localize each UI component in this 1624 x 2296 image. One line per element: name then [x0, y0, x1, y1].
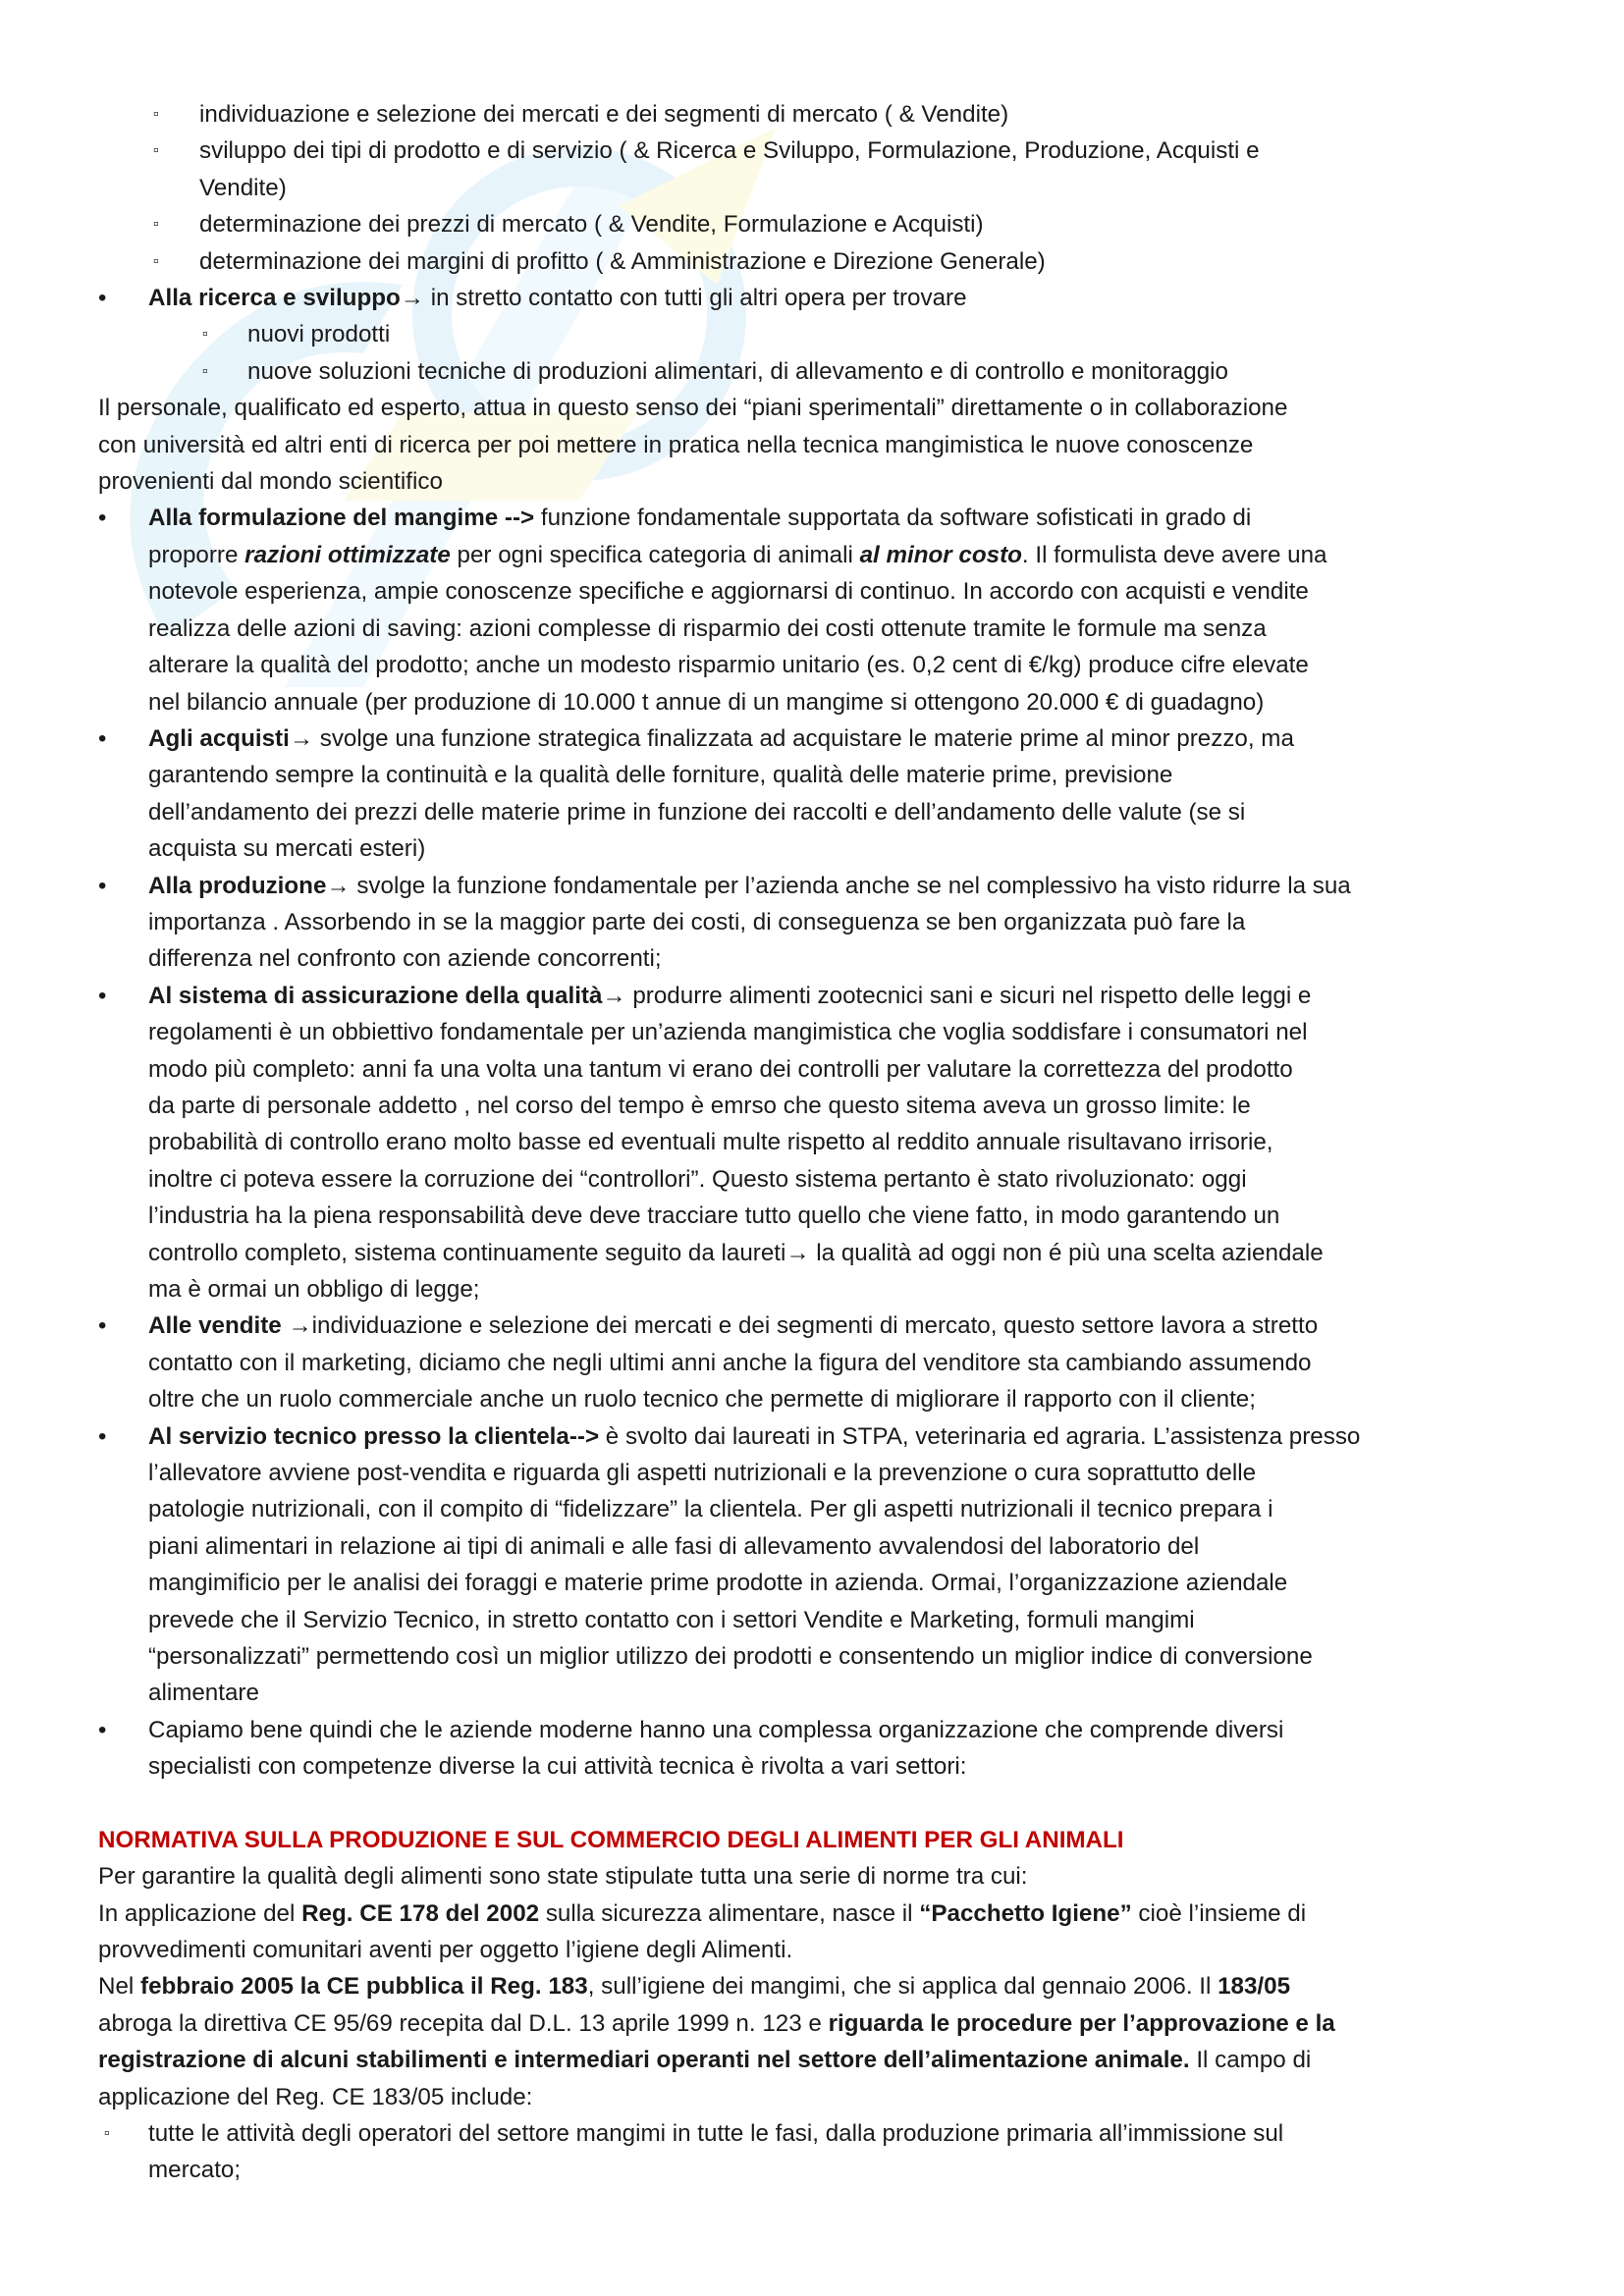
- paragraph-line: realizza delle azioni di saving: azioni complesse di risparmio dei costi ottenute tramite le formule ma senza: [148, 614, 1267, 642]
- arrow-icon: →: [326, 872, 351, 899]
- square-bullet-icon: ▫: [202, 326, 208, 344]
- arrow-icon: →: [289, 724, 313, 752]
- paragraph-line: acquista su mercati esteri): [148, 835, 426, 863]
- bullet-qualita: • Al sistema di assicurazione della qualità→ produrre alimenti zootecnici sani e sicuri nel rispetto delle leggi e: [98, 978, 1542, 1014]
- list-item: ▫ sviluppo dei tipi di prodotto e di servizio ( & Ricerca e Sviluppo, Formulazione, Produzione, Acquisti e: [98, 133, 1542, 169]
- arrow-icon: →: [400, 285, 424, 312]
- paragraph-line: In applicazione del Reg. CE 178 del 2002 sulla sicurezza alimentare, nasce il “Pacchetto Igiene” cioè l’insieme di: [98, 1899, 1307, 1927]
- paragraph-line: differenza nel confronto con aziende concorrenti;: [148, 945, 662, 973]
- square-bullet-icon: ▫: [153, 216, 159, 234]
- arrow-icon: →: [288, 1312, 312, 1340]
- bullet-vendite: • Alle vendite →individuazione e selezione dei mercati e dei segmenti di mercato, questo settore lavora a stretto: [98, 1308, 1542, 1344]
- bullet-icon: •: [98, 285, 107, 312]
- spacer: [98, 1786, 1542, 1822]
- list-item: ▫ determinazione dei margini di profitto ( & Amministrazione e Direzione Generale): [98, 243, 1542, 280]
- paragraph-line: proporre razioni ottimizzate per ogni specifica categoria di animali al minor costo. Il formulista deve avere una: [148, 541, 1327, 568]
- bullet-capiamo: • Capiamo bene quindi che le aziende moderne hanno una complessa organizzazione che comprende diversi: [98, 1712, 1542, 1748]
- list-item: ▫ nuovi prodotti: [98, 316, 1542, 352]
- document-body: [98, 96, 1542, 2189]
- paragraph-line: importanza . Assorbendo in se la maggior parte dei costi, di conseguenza se ben organizzata può fare la: [148, 908, 1246, 935]
- paragraph-line: modo più completo: anni fa una volta una tantum vi erano dei controlli per valutare la correttezza del prodotto: [148, 1055, 1293, 1083]
- paragraph-line: regolamenti è un obbiettivo fondamentale per un’azienda mangimistica che voglia soddisfare i consumatori nel: [148, 1019, 1308, 1046]
- bullet-icon: •: [98, 982, 107, 1009]
- paragraph-line: Nel febbraio 2005 la CE pubblica il Reg. 183, sull’igiene dei mangimi, che si applica dal gennaio 2006. Il 183/05: [98, 1973, 1291, 2001]
- paragraph-line: patologie nutrizionali, con il compito di “fidelizzare” la clientela. Per gli aspetti nutrizionali il tecnico prepara i: [148, 1496, 1273, 1523]
- square-bullet-icon: ▫: [153, 252, 159, 270]
- square-bullet-icon: ▫: [202, 362, 208, 380]
- arrow-icon: →: [602, 982, 626, 1009]
- paragraph-line: alimentare: [148, 1680, 259, 1707]
- paragraph-line: l’allevatore avviene post-vendita e riguarda gli aspetti nutrizionali e la prevenzione o cura soprattutto delle: [148, 1460, 1257, 1487]
- bullet-produzione: • Alla produzione→ svolge la funzione fondamentale per l’azienda anche se nel complessivo ha visto ridurre la sua: [98, 868, 1542, 904]
- paragraph-line: applicazione del Reg. CE 183/05 include:: [98, 2083, 533, 2110]
- bullet-servizio: • Al servizio tecnico presso la clientela--> è svolto dai laureati in STPA, veterinaria ed agraria. L’assistenza presso: [98, 1418, 1542, 1455]
- paragraph-line: provenienti dal mondo scientifico: [98, 468, 443, 496]
- bullet-icon: •: [98, 505, 107, 532]
- paragraph-line: “personalizzati” permettendo così un miglior utilizzo dei prodotti e consentendo un miglior indice di conversione: [148, 1643, 1313, 1671]
- paragraph-line: notevole esperienza, ampie conoscenze specifiche e aggiornarsi di continuo. In accordo con acquisti e vendite: [148, 578, 1309, 606]
- list-item: ▫ tutte le attività degli operatori del settore mangimi in tutte le fasi, dalla produzione primaria all’immissione sul: [98, 2115, 1542, 2152]
- paragraph-line: probabilità di controllo erano molto basse ed eventuali multe rispetto al reddito annuale risultavano irrisorie,: [148, 1129, 1273, 1156]
- paragraph-line: inoltre ci poteva essere la corruzione dei “controllori”. Questo sistema pertanto è stato rivoluzionato: oggi: [148, 1165, 1247, 1193]
- paragraph-line: nel bilancio annuale (per produzione di 10.000 t annue di un mangime si ottengono 20.000 € di guadagno): [148, 688, 1265, 716]
- paragraph-line: contatto con il marketing, diciamo che negli ultimi anni anche la figura del venditore sta cambiando assumendo: [148, 1349, 1312, 1376]
- arrow-icon: →: [785, 1239, 810, 1266]
- section-heading: NORMATIVA SULLA PRODUZIONE E SUL COMMERCIO DEGLI ALIMENTI PER GLI ANIMALI: [98, 1826, 1124, 1853]
- paragraph-line: mangimificio per le analisi dei foraggi e materie prime prodotte in azienda. Ormai, l’organizzazione aziendale: [148, 1570, 1288, 1597]
- paragraph-line: garantendo sempre la continuità e la qualità delle forniture, qualità delle materie prime, previsione: [148, 762, 1173, 789]
- paragraph-line: Il personale, qualificato ed esperto, attua in questo senso dei “piani sperimentali” direttamente o in collaborazione: [98, 395, 1288, 422]
- paragraph-line: controllo completo, sistema continuamente seguito da laureti→ la qualità ad oggi non é più una scelta aziendale: [148, 1239, 1324, 1266]
- list-item-continuation: Vendite): [199, 174, 287, 201]
- list-item-continuation: mercato;: [148, 2157, 242, 2184]
- paragraph-line: provvedimenti comunitari aventi per oggetto l’igiene degli Alimenti.: [98, 1936, 793, 1963]
- paragraph-line: alterare la qualità del prodotto; anche un modesto risparmio unitario (es. 0,2 cent di €/kg) produce cifre elevate: [148, 652, 1309, 679]
- bullet-ricerca: • Alla ricerca e sviluppo→ in stretto contatto con tutti gli altri opera per trovare: [98, 280, 1542, 316]
- paragraph-line: oltre che un ruolo commerciale anche un ruolo tecnico che permette di migliorare il rapporto con il cliente;: [148, 1386, 1256, 1414]
- bullet-icon: •: [98, 872, 107, 899]
- paragraph-line: specialisti con competenze diverse la cui attività tecnica è rivolta a vari settori:: [148, 1753, 967, 1781]
- paragraph-line: registrazione di alcuni stabilimenti e intermediari operanti nel settore dell’alimentazione animale. Il campo di: [98, 2047, 1312, 2074]
- bullet-acquisti: • Agli acquisti→ svolge una funzione strategica finalizzata ad acquistare le materie prime al minor prezzo, ma: [98, 721, 1542, 757]
- paragraph-line: da parte di personale addetto , nel corso del tempo è emrso che questo sitema aveva un grosso limite: le: [148, 1092, 1251, 1119]
- paragraph-line: Per garantire la qualità degli alimenti sono state stipulate tutta una serie di norme tra cui:: [98, 1863, 1028, 1891]
- bullet-icon: •: [98, 1312, 107, 1340]
- paragraph-line: ma è ormai un obbligo di legge;: [148, 1276, 480, 1303]
- paragraph-line: prevede che il Servizio Tecnico, in stretto contatto con i settori Vendite e Marketing, formuli mangimi: [148, 1606, 1195, 1633]
- paragraph-line: piani alimentari in relazione ai tipi di animali e alle fasi di allevamento avvalendosi del laboratorio del: [148, 1532, 1200, 1560]
- list-item: ▫ individuazione e selezione dei mercati e dei segmenti di mercato ( & Vendite): [98, 96, 1542, 133]
- paragraph-line: l’industria ha la piena responsabilità deve deve tracciare tutto quello che viene fatto, in modo garantendo un: [148, 1202, 1280, 1230]
- bullet-icon: •: [98, 1716, 107, 1743]
- paragraph-line: con università ed altri enti di ricerca per poi mettere in pratica nella tecnica mangimistica le nuove conoscenze: [98, 431, 1254, 458]
- paragraph-line: dell’andamento dei prezzi delle materie prime in funzione dei raccolti e dell’andamento delle valute (se si: [148, 798, 1246, 826]
- square-bullet-icon: ▫: [153, 142, 159, 160]
- list-item: ▫ nuove soluzioni tecniche di produzioni alimentari, di allevamento e di controllo e monitoraggio: [98, 353, 1542, 390]
- bullet-icon: •: [98, 724, 107, 752]
- bullet-icon: •: [98, 1422, 107, 1450]
- list-item: ▫ determinazione dei prezzi di mercato ( & Vendite, Formulazione e Acquisti): [98, 206, 1542, 242]
- square-bullet-icon: ▫: [104, 2124, 110, 2142]
- paragraph-line: abroga la direttiva CE 95/69 recepita dal D.L. 13 aprile 1999 n. 123 e riguarda le procedure per l’approvazione e la: [98, 2009, 1335, 2037]
- bullet-formulazione: • Alla formulazione del mangime --> funzione fondamentale supportata da software sofisticati in grado di: [98, 500, 1542, 536]
- square-bullet-icon: ▫: [153, 106, 159, 123]
